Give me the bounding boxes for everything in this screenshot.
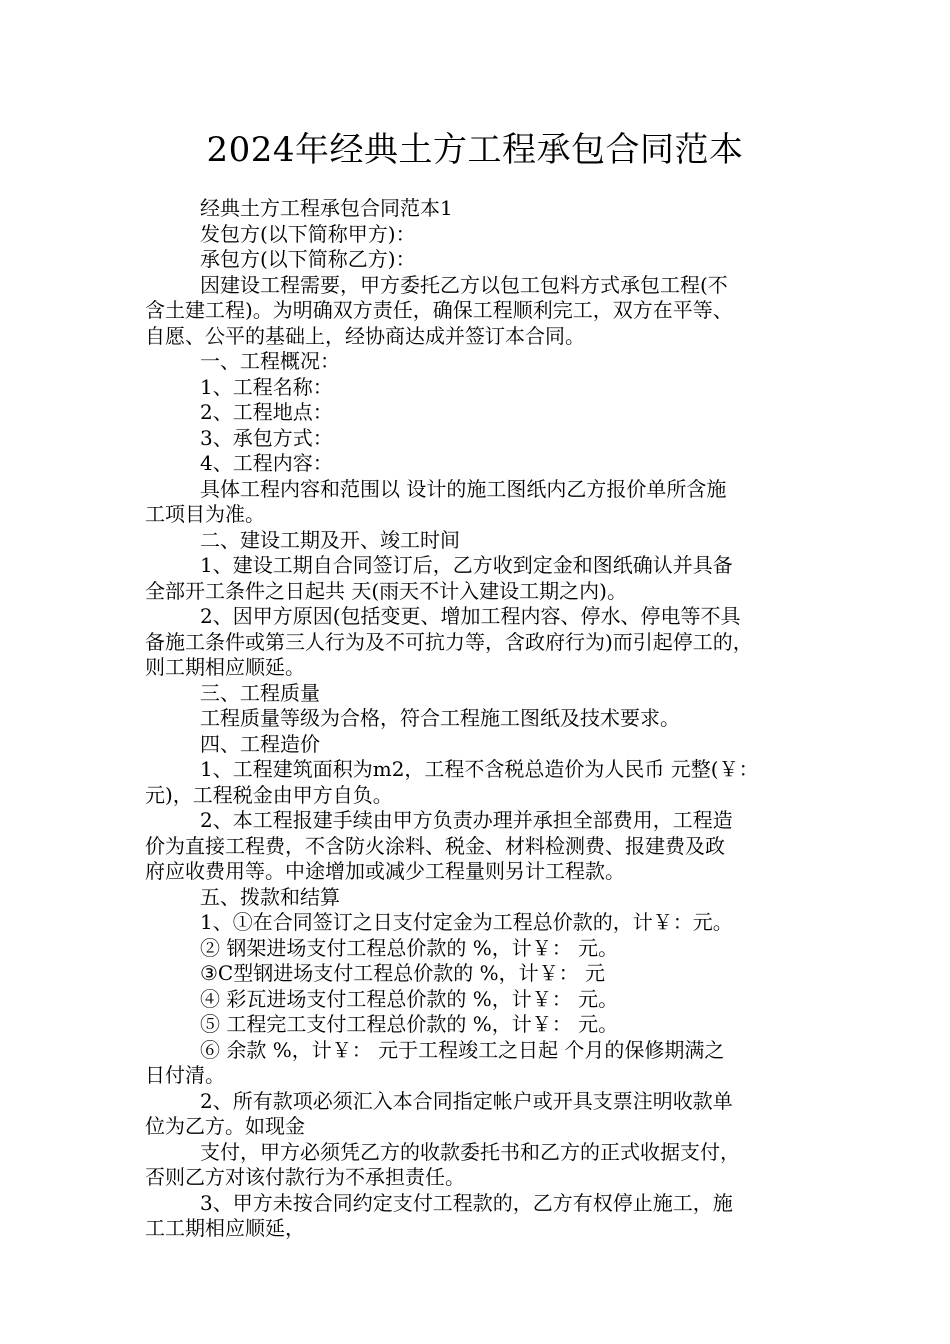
paragraph-line: ⑥ 余款 %，计￥： 元于工程竣工之日起 个月的保修期满之	[200, 1037, 725, 1062]
paragraph-line: 1、①在合同签订之日支付定金为工程总价款的，计￥：元。	[200, 910, 733, 934]
paragraph-line: 则工期相应顺延。	[145, 655, 305, 679]
paragraph-line: 府应收费用等。中途增加或减少工程量则另计工程款。	[145, 859, 625, 883]
paragraph-line: 2、本工程报建手续由甲方负责办理并承担全部费用，工程造	[200, 808, 733, 832]
paragraph-line: 2、工程地点：	[200, 400, 333, 424]
paragraph-line: 价为直接工程费，不含防火涂料、税金、材料检测费、报建费及政	[145, 833, 725, 858]
paragraph-line: 3、承包方式：	[200, 425, 333, 450]
paragraph-line: ⑤ 工程完工支付工程总价款的 %，计￥： 元。	[200, 1012, 619, 1036]
paragraph-line: 4、工程内容：	[200, 451, 333, 475]
paragraph-line: 1、建设工期自合同签订后，乙方收到定金和图纸确认并具备	[200, 553, 733, 577]
paragraph-line: 具体工程内容和范围以 设计的施工图纸内乙方报价单所含施	[200, 476, 727, 501]
paragraph-line: 全部开工条件之日起共 天(雨天不计入建设工期之内)。	[145, 578, 627, 603]
document-body	[145, 196, 810, 1242]
paragraph-line: 含土建工程)。为明确双方责任，确保工程顺利完工，双方在平等、	[145, 298, 733, 322]
paragraph-line: 工工期相应顺延，	[145, 1216, 305, 1240]
paragraph-line: 1、工程建筑面积为m2，工程不含税总造价为人民币 元整(￥：	[200, 757, 759, 781]
paragraph-line: 三、工程质量	[200, 680, 320, 705]
paragraph-line: 支付，甲方必须凭乙方的收款委托书和乙方的正式收据支付，	[200, 1139, 740, 1164]
paragraph-line: ③C型钢进场支付工程总价款的 %，计￥： 元	[200, 961, 605, 985]
paragraph-line: 承包方(以下简称乙方)：	[200, 247, 416, 271]
paragraph-line: 发包方(以下简称甲方)：	[200, 221, 416, 246]
paragraph-line: 经典土方工程承包合同范本1	[200, 196, 453, 220]
paragraph-line: 一、工程概况：	[200, 349, 340, 373]
paragraph-line: 四、工程造价	[200, 731, 320, 756]
paragraph-line: 位为乙方。如现金	[145, 1114, 305, 1138]
paragraph-line: 二、建设工期及开、竣工时间	[200, 527, 460, 552]
paragraph-line: 2、所有款项必须汇入本合同指定帐户或开具支票注明收款单	[200, 1088, 733, 1113]
paragraph-line: 日付清。	[145, 1063, 225, 1087]
paragraph-line: 备施工条件或第三人行为及不可抗力等，含政府行为)而引起停工的，	[145, 629, 753, 654]
paragraph-line: 工项目为准。	[145, 502, 265, 526]
paragraph-line: 工程质量等级为合格，符合工程施工图纸及技术要求。	[200, 706, 680, 730]
paragraph-line: 因建设工程需要，甲方委托乙方以包工包料方式承包工程(不	[200, 272, 728, 297]
paragraph-line: 五、拨款和结算	[200, 884, 340, 909]
paragraph-line: 自愿、公平的基础上，经协商达成并签订本合同。	[145, 323, 585, 348]
paragraph-line: 3、甲方未按合同约定支付工程款的，乙方有权停止施工，施	[200, 1190, 733, 1215]
paragraph-line: 2、因甲方原因(包括变更、增加工程内容、停水、停电等不具	[200, 604, 741, 628]
paragraph-line: 否则乙方对该付款行为不承担责任。	[145, 1165, 465, 1189]
document-title: 2024年经典土方工程承包合同范本	[206, 130, 744, 170]
paragraph-line: 元)，工程税金由甲方自负。	[145, 782, 393, 807]
paragraph-line: 1、工程名称：	[200, 374, 333, 399]
paragraph-line: ② 钢架进场支付工程总价款的 %，计￥： 元。	[200, 935, 619, 960]
paragraph-line: ④ 彩瓦进场支付工程总价款的 %，计￥： 元。	[200, 986, 619, 1011]
